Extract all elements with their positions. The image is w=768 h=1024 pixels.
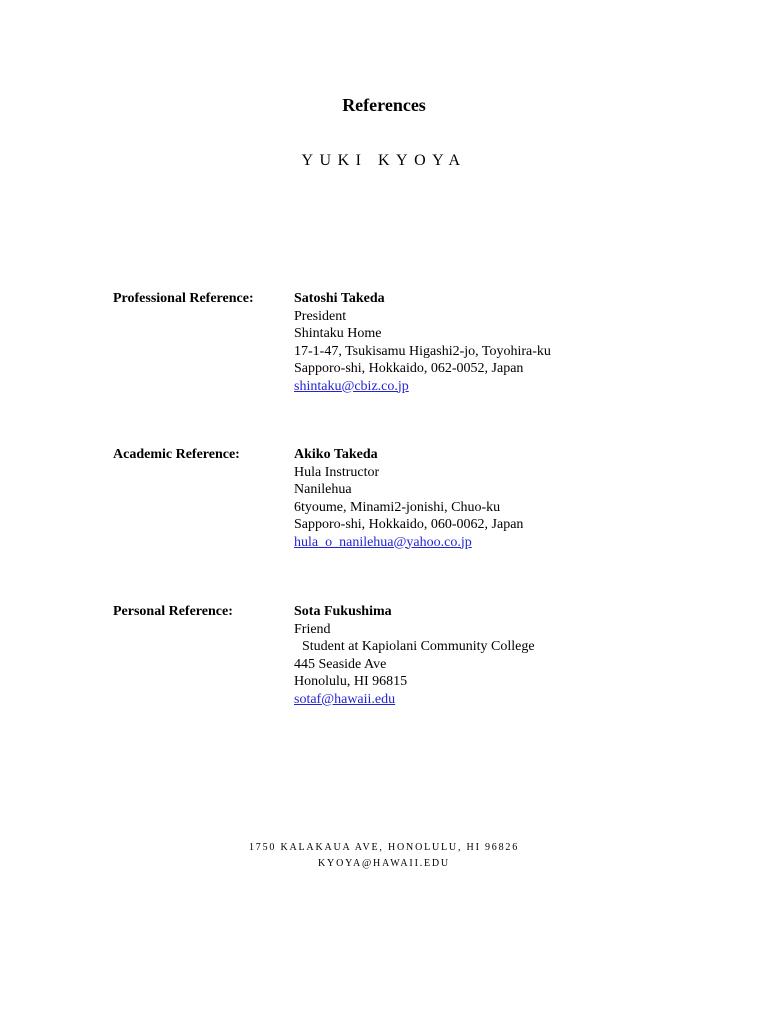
reference-organization: Nanilehua [294, 482, 352, 497]
footer-address: 1750 KALAKAUA AVE, HONOLULU, HI 96826 [248, 842, 520, 853]
reference-details [294, 290, 551, 395]
reference-address-line-1: 6tyoume, Minami2-jonishi, Chuo-ku [294, 499, 501, 515]
reference-address-line-1: 17-1-47, Tsukisamu Higashi2-jo, Toyohira-ku [294, 343, 551, 359]
reference-organization: Student at Kapiolani Community College [302, 639, 535, 654]
applicant-name: YUKI KYOYA [301, 152, 467, 169]
reference-details [294, 446, 523, 551]
reference-email-link[interactable]: hula_o_nanilehua@yahoo.co.jp [294, 534, 472, 550]
reference-address-line-1: 445 Seaside Ave [294, 656, 387, 672]
reference-organization: Shintaku Home [294, 326, 382, 341]
reference-details [294, 603, 535, 708]
reference-email-link[interactable]: sotaf@hawaii.edu [294, 691, 396, 707]
reference-person-name: Sota Fukushima [294, 604, 392, 619]
footer-email: KYOYA@HAWAII.EDU [318, 858, 450, 869]
reference-title: Friend [294, 621, 331, 637]
reference-address-line-2: Sapporo-shi, Hokkaido, 060-0062, Japan [294, 517, 524, 532]
reference-email-link[interactable]: shintaku@cbiz.co.jp [294, 378, 409, 394]
reference-person-name: Akiko Takeda [294, 447, 378, 462]
reference-label: Personal Reference: [113, 604, 233, 619]
reference-title: Hula Instructor [294, 464, 380, 480]
page-title: References [342, 95, 426, 115]
reference-title: President [294, 308, 347, 324]
reference-label: Professional Reference: [113, 291, 254, 306]
reference-label: Academic Reference: [113, 447, 240, 462]
reference-address-line-2: Honolulu, HI 96815 [294, 674, 408, 689]
reference-address-line-2: Sapporo-shi, Hokkaido, 062-0052, Japan [294, 361, 524, 376]
reference-person-name: Satoshi Takeda [294, 291, 385, 306]
